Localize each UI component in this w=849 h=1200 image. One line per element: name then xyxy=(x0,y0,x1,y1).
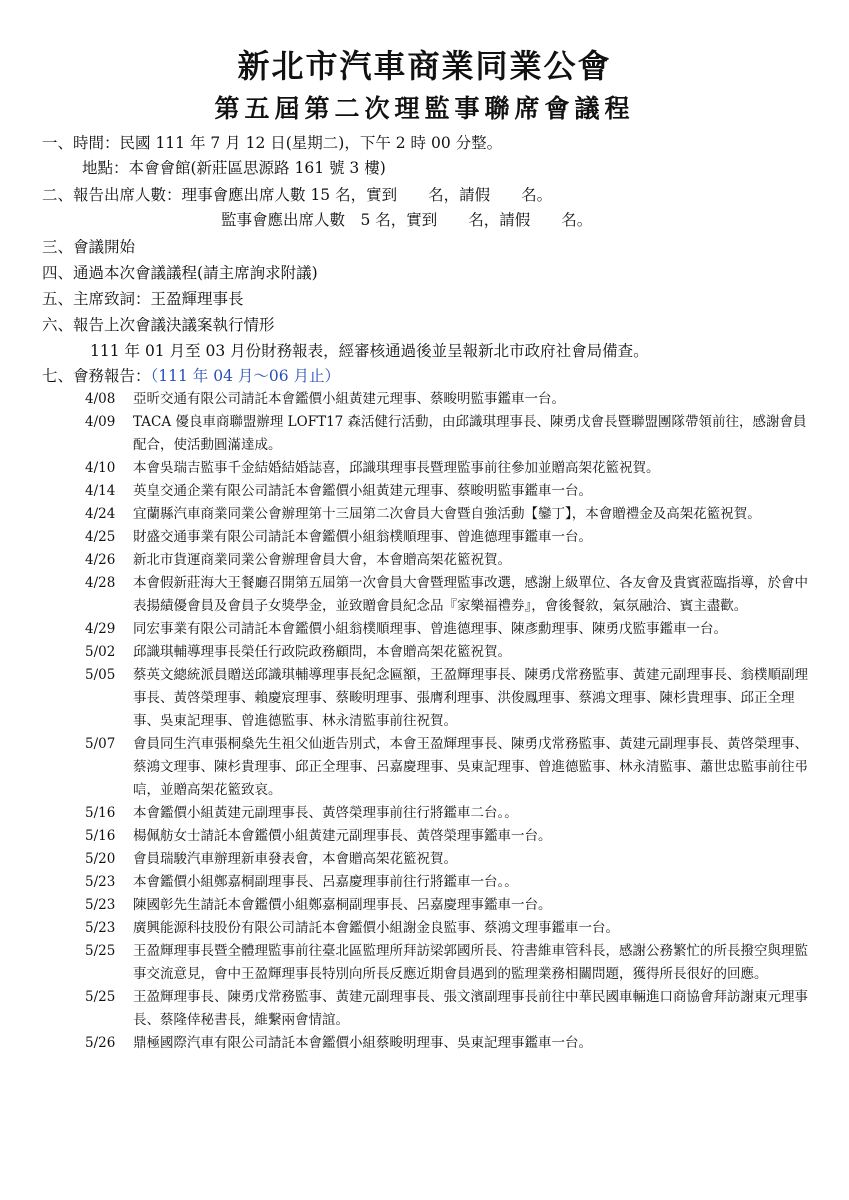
report-text: 本會鑑價小組黃建元副理事長、黃啓榮理事前往行將鑑車二台。。 xyxy=(133,805,518,821)
report-entry xyxy=(0,848,849,871)
report-date: 4/09 xyxy=(85,414,116,430)
report-text: 蔡英文總統派員贈送邱識琪輔導理事長紀念匾額，王盈輝理事長、陳勇戊常務監事、黃建元副理事長、翁樸順副理事長、黃啓榮理事、賴慶宸理事、蔡畯明理事、張膺利理事、洪俊鳳理事、蔡鴻文理事、陳杉貴理事、邱正全理事、吳東記理事、曾進德監事、林永清監事前往祝賀。 xyxy=(133,667,808,729)
report-text: 王盈輝理事長暨全體理監事前往臺北區監理所拜訪梁郭國所長、符書維車管科長，感謝公務繁忙的所長撥空與理監事交流意見，會中王盈輝理事長特別向所長反應近期會員遇到的監理業務相關問題，獲得所長很好的回應。 xyxy=(133,943,808,982)
report-entry xyxy=(0,986,849,1032)
report-text: 王盈輝理事長、陳勇戊常務監事、黃建元副理事長、張文濱副理事長前往中華民國車輛進口商協會拜訪謝東元理事長、蔡隆倖秘書長，維繫兩會情誼。 xyxy=(133,989,808,1028)
report-text: 財盛交通事業有限公司請託本會鑑價小組翁樸順理事、曾進德理事鑑車一台。 xyxy=(133,529,592,545)
report-text: 邱識琪輔導理事長榮任行政院政務顧問，本會贈高架花籃祝賀。 xyxy=(133,644,511,660)
agenda-item-time xyxy=(42,132,502,154)
report-entry xyxy=(0,411,849,457)
report-text: 陳國彰先生請託本會鑑價小組鄭嘉桐副理事長、呂嘉慶理事鑑車一台。 xyxy=(133,897,552,913)
report-date: 4/24 xyxy=(85,506,116,522)
report-text: 鼎極國際汽車有限公司請託本會鑑價小組蔡畯明理事、吳東記理事鑑車一台。 xyxy=(133,1035,592,1051)
agenda-item-business-report xyxy=(42,365,340,387)
item-text: 會議開始 xyxy=(73,238,136,256)
report-date: 5/16 xyxy=(85,828,116,844)
report-date: 5/23 xyxy=(85,897,116,913)
report-text: 本會鑑價小組鄭嘉桐副理事長、呂嘉慶理事前往行將鑑車一台。。 xyxy=(133,874,518,890)
report-date: 4/28 xyxy=(85,575,116,591)
report-entry xyxy=(0,871,849,894)
business-report-list xyxy=(0,388,849,1055)
item-number: 三、 xyxy=(42,238,74,256)
meeting-title: 第五屆第二次理監事聯席會議程 xyxy=(214,94,635,123)
agenda-item-attendance xyxy=(42,184,552,206)
report-text: 會員同生汽車張桐燊先生祖父仙逝告別式，本會王盈輝理事長、陳勇戊常務監事、黃建元副理事長、黃啓榮理事、蔡鴻文理事、陳杉貴理事、邱正全理事、呂嘉慶理事、吳東記理事、曾進德監事、林永清監事、蕭世忠監事前往弔唁，並贈高架花籃致哀。 xyxy=(133,736,808,798)
report-date: 4/29 xyxy=(85,621,116,637)
report-text: 楊佩舫女士請託本會鑑價小組黃建元副理事長、黃啓榮理事鑑車一台。 xyxy=(133,828,552,844)
report-date: 5/07 xyxy=(85,736,116,752)
item-number: 七、 xyxy=(42,367,74,385)
item-number: 六、 xyxy=(42,316,74,334)
meeting-time: 時間：民國 111 年 7 月 12 日(星期二)，下午 2 時 00 分整。 xyxy=(73,134,503,152)
report-date: 5/20 xyxy=(85,851,116,867)
report-text: 本會假新莊海大王餐廳召開第五屆第一次會員大會暨理監事改選，感謝上級單位、各友會及貴賓蒞臨指導，於會中表揚績優會員及會員子女獎學金，並致贈會員紀念品『家樂福禮券』，會後餐敘，氣氛融洽、賓主盡歡。 xyxy=(133,575,808,614)
report-text: 英皇交通企業有限公司請託本會鑑價小組黃建元理事、蔡畯明監事鑑車一台。 xyxy=(133,483,592,499)
report-date: 4/14 xyxy=(85,483,116,499)
report-date: 5/26 xyxy=(85,1035,116,1051)
attendance-supervisors: 監事會應出席人數 5 名，實到 名，請假 名。 xyxy=(221,211,593,229)
report-entry xyxy=(0,802,849,825)
report-text: 本會吳瑞吉監事千金結婚結婚誌喜，邱識琪理事長暨理監事前往參加並贈高架花籃祝賀。 xyxy=(133,460,660,476)
report-text: 廣興能源科技股份有限公司請託本會鑑價小組謝金良監事、蔡鴻文理事鑑車一台。 xyxy=(133,920,619,936)
report-entry xyxy=(0,641,849,664)
report-date: 5/23 xyxy=(85,874,116,890)
report-date: 5/25 xyxy=(85,943,116,959)
report-date: 5/16 xyxy=(85,805,116,821)
report-entry xyxy=(0,388,849,411)
report-date: 4/08 xyxy=(85,391,116,407)
report-date: 5/02 xyxy=(85,644,116,660)
agenda-item-previous-resolutions xyxy=(42,314,275,336)
organization-title: 新北市汽車商業同業公會 xyxy=(237,47,612,85)
report-entry xyxy=(0,618,849,641)
report-entry xyxy=(0,733,849,802)
report-entry xyxy=(0,894,849,917)
item-text: 會務報告： xyxy=(73,367,151,385)
report-entry xyxy=(0,664,849,733)
item-number: 二、 xyxy=(42,186,74,204)
report-date: 4/10 xyxy=(85,460,116,476)
report-date: 5/23 xyxy=(85,920,116,936)
report-entry xyxy=(0,917,849,940)
item-number: 四、 xyxy=(42,264,74,282)
report-text: 亞昕交通有限公司請託本會鑑價小組黃建元理事、蔡畯明監事鑑車一台。 xyxy=(133,391,565,407)
agenda-item-chair-speech xyxy=(42,288,244,310)
item-text: 通過本次會議議程(請主席詢求附議) xyxy=(73,264,318,282)
report-text: 同宏事業有限公司請託本會鑑價小組翁樸順理事、曾進德理事、陳彥勳理事、陳勇戊監事鑑車一台。 xyxy=(133,621,727,637)
report-date: 5/25 xyxy=(85,989,116,1005)
item-text: 報告上次會議決議案執行情形 xyxy=(73,316,275,334)
meeting-location: 地點：本會會館(新莊區思源路 161 號 3 樓) xyxy=(82,159,386,177)
report-entry xyxy=(0,940,849,986)
attendance-directors: 報告出席人數：理事會應出席人數 15 名，實到 名，請假 名。 xyxy=(73,186,553,204)
item-number: 一、 xyxy=(42,134,74,152)
report-text: TACA 優良車商聯盟辦理 LOFT17 森活健行活動，由邱識琪理事長、陳勇戊會長暨聯盟團隊帶領前往，感謝會員配合，使活動圓滿達成。 xyxy=(133,414,807,453)
report-entry xyxy=(0,503,849,526)
report-entry xyxy=(0,526,849,549)
item-number: 五、 xyxy=(42,290,74,308)
report-text: 宜蘭縣汽車商業同業公會辦理第十三屆第二次會員大會暨自強活動【鑾丁】，本會贈禮金及高架花籃祝賀。 xyxy=(133,506,761,522)
report-date: 5/05 xyxy=(85,667,116,683)
report-text: 會員瑞駿汽車辦理新車發表會，本會贈高架花籃祝賀。 xyxy=(133,851,457,867)
report-entry xyxy=(0,480,849,503)
report-entry xyxy=(0,457,849,480)
report-text: 新北市貨運商業同業公會辦理會員大會，本會贈高架花籃祝賀。 xyxy=(133,552,511,568)
report-period: （111 年 04 月～06 月止） xyxy=(150,367,341,385)
agenda-item-approve-agenda xyxy=(42,262,318,284)
report-date: 4/25 xyxy=(85,529,116,545)
report-date: 4/26 xyxy=(85,552,116,568)
financial-report-note: 111 年 01 月至 03 月份財務報表，經審核通過後並呈報新北市政府社會局備查。 xyxy=(90,342,649,360)
report-entry xyxy=(0,572,849,618)
report-entry xyxy=(0,549,849,572)
report-entry xyxy=(0,825,849,848)
report-entry xyxy=(0,1032,849,1055)
agenda-item-start xyxy=(42,236,135,258)
item-text: 主席致詞：王盈輝理事長 xyxy=(73,290,244,308)
